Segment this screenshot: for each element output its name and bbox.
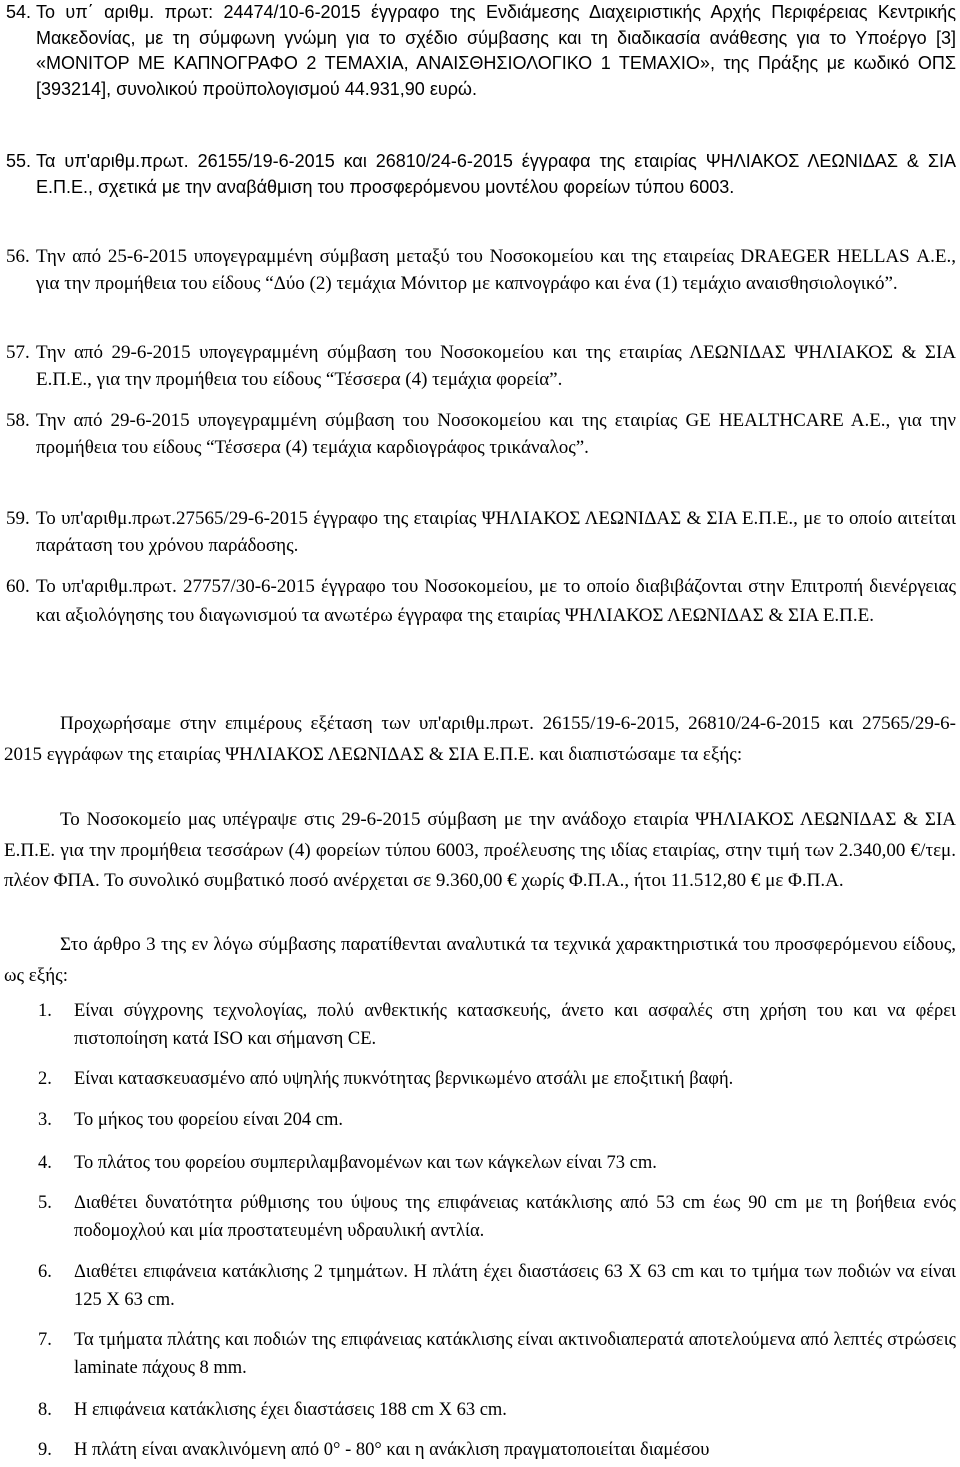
spec-text: Το μήκος του φορείου είναι 204 cm.: [74, 1110, 344, 1130]
item-number: 56.: [6, 246, 30, 267]
spec-number: 1.: [38, 1001, 52, 1021]
spec-item-7: [38, 1327, 956, 1382]
spec-item-9: [38, 1437, 956, 1467]
spec-number: 6.: [38, 1262, 52, 1282]
spec-number: 7.: [38, 1330, 52, 1350]
list-item-59: [6, 506, 956, 559]
spec-number: 9.: [38, 1440, 52, 1460]
spec-text: Το πλάτος του φορείου συμπεριλαμβανομένων και των κάγκελων είναι 73 cm.: [74, 1153, 657, 1173]
spec-text: Η πλάτη είναι ανακλινόμενη από 0° - 80° και η ανάκλιση πραγματοποιείται διαμέσου: [74, 1440, 710, 1460]
examination-paragraph: Προχωρήσαμε στην επιμέρους εξέταση των υπ'αριθμ.πρωτ. 26155/19-6-2015, 26810/24-6-2015 και 27565/29-6-2015 εγγράφων της εταιρίας ΨΗΛΙΑΚΟΣ ΛΕΩΝΙΔΑΣ & ΣΙΑ Ε.Π.Ε. και διαπιστώσαμε τα εξής:: [4, 713, 956, 765]
spec-item-3: [38, 1107, 956, 1135]
item-number: 54.: [6, 2, 32, 22]
spec-number: 4.: [38, 1153, 52, 1173]
spec-text: Είναι κατασκευασμένο από υψηλής πυκνότητας βερνικωμένο ατσάλι με εποξιτική βαφή.: [74, 1069, 734, 1089]
item-text: Το υπ΄ αριθμ. πρωτ: 24474/10-6-2015 έγγραφο της Ενδιάμεσης Διαχειριστικής Αρχής Περιφέρειας Κεντρικής Μακεδονίας, με τη σύμφωνη γνώμη για το σχέδιο σύμβασης και τη διαδικασία ανάθεσης για το Υποέργο [3] «ΜΟΝΙΤΟΡ ΜΕ ΚΑΠΝΟΓΡΑΦΟ 2 ΤΕΜΑΧΙΑ, ΑΝΑΙΣΘΗΣΙΟΛΟΓΙΚΟ 1 ΤΕΜΑΧΙΟ», της Πράξης με κωδικό ΟΠΣ [393214], συνολικού προϋπολογισμού 44.931,90 ευρώ.: [36, 2, 956, 99]
spec-text: Τα τμήματα πλάτης και ποδιών της επιφάνειας κατάκλισης είναι ακτινοδιαπερατά αποτελούμενα από λεπτές στρώσεις laminate πάχους 8 mm.: [74, 1330, 956, 1378]
spec-item-1: [38, 998, 956, 1053]
spec-number: 3.: [38, 1110, 52, 1130]
spec-text: Διαθέτει επιφάνεια κατάκλισης 2 τμημάτων. Η πλάτη έχει διαστάσεις 63 Χ 63 cm και το τμήμα των ποδιών να είναι 125 X 63 cm.: [74, 1262, 956, 1310]
spec-text: Είναι σύγχρονης τεχνολογίας, πολύ ανθεκτικής κατασκευής, άνετο και ασφαλές στη χρήση του και να φέρει πιστοποίηση κατά ISO και σήμανση CE.: [74, 1001, 956, 1049]
item-text: Τα υπ'αριθμ.πρωτ. 26155/19-6-2015 και 26810/24-6-2015 έγγραφα της εταιρίας ΨΗΛΙΑΚΟΣ ΛΕΩΝΙΔΑΣ & ΣΙΑ Ε.Π.Ε., σχετικά με την αναβάθμιση του προσφερόμενου μοντέλου φορείων τύπου 6003.: [36, 151, 956, 197]
item-number: 57.: [6, 342, 30, 363]
contract-paragraph: Το Νοσοκομείο μας υπέγραψε στις 29-6-2015 σύμβαση με την ανάδοχο εταιρία ΨΗΛΙΑΚΟΣ ΛΕΩΝΙΔΑΣ & ΣΙΑ Ε.Π.Ε. για την προμήθεια τεσσάρων (4) φορείων τύπου 6003, προέλευσης της ιδίας εταιρίας, στην τιμή των 2.340,00 €/τεμ. πλέον ΦΠΑ. Το συνολικό συμβατικό ποσό ανέρχεται σε 9.360,00 € χωρίς Φ.Π.Α., ήτοι 11.512,80 € με Φ.Π.Α.: [4, 809, 956, 891]
spec-number: 8.: [38, 1400, 52, 1420]
list-item-57: [6, 340, 956, 393]
list-item-55: [6, 149, 956, 200]
list-item-56: [6, 244, 956, 297]
item-text: Την από 25-6-2015 υπογεγραμμένη σύμβαση μεταξύ του Νοσοκομείου και της εταιρείας DRAEGER HELLAS Α.Ε., για την προμήθεια του είδους “Δύο (2) τεμάχια Μόνιτορ με καπνογράφο και ένα (1) τεμάχιο αναισθησιολογικό”.: [36, 246, 956, 294]
spec-number: 2.: [38, 1069, 52, 1089]
article-paragraph: Στο άρθρο 3 της εν λόγω σύμβασης παρατίθενται αναλυτικά τα τεχνικά χαρακτηριστικά του προσφερόμενου είδους, ως εξής:: [4, 934, 956, 986]
list-item-58: [6, 408, 956, 461]
spec-item-4: [38, 1150, 956, 1178]
spec-item-5: [38, 1190, 956, 1245]
item-text: Το υπ'αριθμ.πρωτ. 27757/30-6-2015 έγγραφο του Νοσοκομείου, με το οποίο διαβιβάζονται στην Επιτροπή διενέργειας και αξιολόγησης του διαγωνισμού τα ανωτέρω έγγραφα της εταιρίας ΨΗΛΙΑΚΟΣ ΛΕΩΝΙΔΑΣ & ΣΙΑ Ε.Π.Ε.: [36, 576, 956, 626]
spec-item-8: [38, 1397, 956, 1425]
list-item-54: [6, 0, 956, 102]
spec-item-2: [38, 1066, 956, 1094]
spec-item-6: [38, 1259, 956, 1314]
item-number: 60.: [6, 576, 30, 597]
spec-text: Διαθέτει δυνατότητα ρύθμισης του ύψους της επιφάνειας κατάκλισης από 53 cm έως 90 cm με τη βοήθεια ενός ποδομοχλού και μία προστατευμένη υδραυλική αντλία.: [74, 1193, 956, 1241]
item-text: Την από 29-6-2015 υπογεγραμμένη σύμβαση του Νοσοκομείου και της εταιρίας GE HEALTHCARE A.E., για την προμήθεια του είδους “Τέσσερα (4) τεμάχια καρδιογράφος τρικάναλος”.: [36, 410, 956, 458]
item-number: 55.: [6, 151, 32, 171]
list-item-60: [6, 572, 956, 630]
spec-number: 5.: [38, 1193, 52, 1213]
spec-text: Η επιφάνεια κατάκλισης έχει διαστάσεις 188 cm X 63 cm.: [74, 1400, 507, 1420]
item-text: Την από 29-6-2015 υπογεγραμμένη σύμβαση του Νοσοκομείου και της εταιρίας ΛΕΩΝΙΔΑΣ ΨΗΛΙΑΚΟΣ & ΣΙΑ Ε.Π.Ε., για την προμήθεια του είδους “Τέσσερα (4) τεμάχια φορεία”.: [36, 342, 956, 390]
item-number: 59.: [6, 508, 30, 529]
item-number: 58.: [6, 410, 30, 431]
item-text: Το υπ'αριθμ.πρωτ.27565/29-6-2015 έγγραφο της εταιρίας ΨΗΛΙΑΚΟΣ ΛΕΩΝΙΔΑΣ & ΣΙΑ Ε.Π.Ε., με το οποίο αιτείται παράταση του χρόνου παράδοσης.: [36, 508, 956, 556]
